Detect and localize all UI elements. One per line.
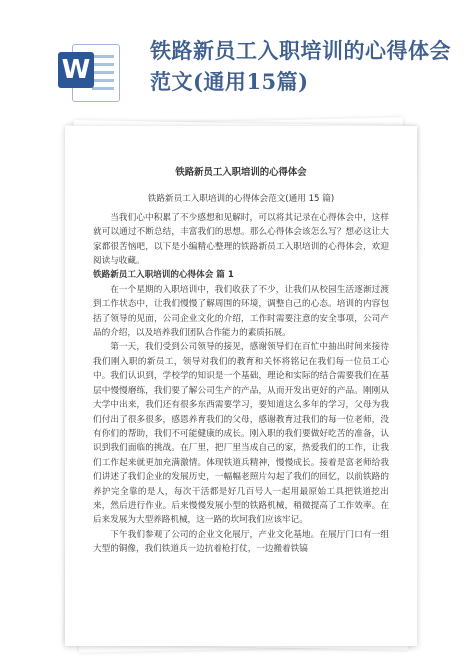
word-badge: W — [58, 52, 94, 88]
document-subtitle: 铁路新员工入职培训的心得体会范文(通用 15 篇) — [147, 194, 335, 205]
header — [0, 0, 474, 120]
intro-paragraph: 当我们心中积累了不少感想和见解时，可以将其记录在心得体会中，这样就可以通过不断总结，丰富我们的思想。那么心得体会该怎么写？想必这让大家都很苦恼吧，以下是小编精心整理的铁路新员工入职培训的心得体会，欢迎阅读与收藏。 — [93, 212, 389, 267]
word-document-icon — [58, 40, 120, 102]
section-heading: 铁路新员工入职培训的心得体会 篇 1 — [93, 270, 234, 281]
page-title: 铁路新员工入职培训的心得体会范文(通用15篇) — [150, 38, 451, 94]
document-page — [65, 126, 417, 646]
body-paragraph-1: 在一个星期的入职培训中，我们收获了不少，让我们从校园生活逐渐过渡到工作状态中，让我们慢慢了解周围的环境，调整自己的心态。培训的内容包括了领导的见面，公司企业文化的介绍，工作时需要注意的安全事项，公司产品的介绍，以及培养我们团队合作能力的素质拓展。 — [93, 284, 389, 339]
body-paragraph-3: 下午我们参观了公司的企业文化展厅，产业文化基地。在展厅门口有一组大型的铜像，我们铁道兵一边抗着枪打仗，一边搬着铁镐 — [93, 529, 389, 555]
body-paragraph-2: 第一天，我们受到公司领导的接见，感谢领导们在百忙中抽出时间来接待我们刚入职的新员工，领导对我们的教育和关怀将铭记在我们每一位员工心中。我们认识到，学校学的知识是一个基础，理论和实际的结合需要我们在基层中慢慢磨练，我们要了解公司生产的产品，从而开发出更好的产品。刚刚从大学中出来，我们还有很多东西需要学习，要知道这么多年的学习，父母为我们付出了很多很多，感恩养育我们的父母，感谢教育过我们的每一位老师，没有你们的帮助，我们不可能健康的成长。刚入职的我们要做好吃苦的准备，认识到我们面临的挑战。在厂里，把厂里当成自己的家，热爱我们的工作，让我们工作起来就更加充满激情。体现铁道兵精神，慢慢成长。接着是富老师给我们讲述了我们企业的发展历史，一幅幅老照片勾起了我们的回忆，以前铁路的养护完全靠的是人，每次干活都是好几百号人一起用最原始工具把铁道挖出来，然后进行作业。后来慢慢发展小型的铁路机械，稍微提高了工作效率。在后来发展为大型养路机械，这一路的坎坷我们应该牢记。 — [93, 342, 389, 526]
document-title: 铁路新员工入职培训的心得体会 — [175, 167, 307, 178]
